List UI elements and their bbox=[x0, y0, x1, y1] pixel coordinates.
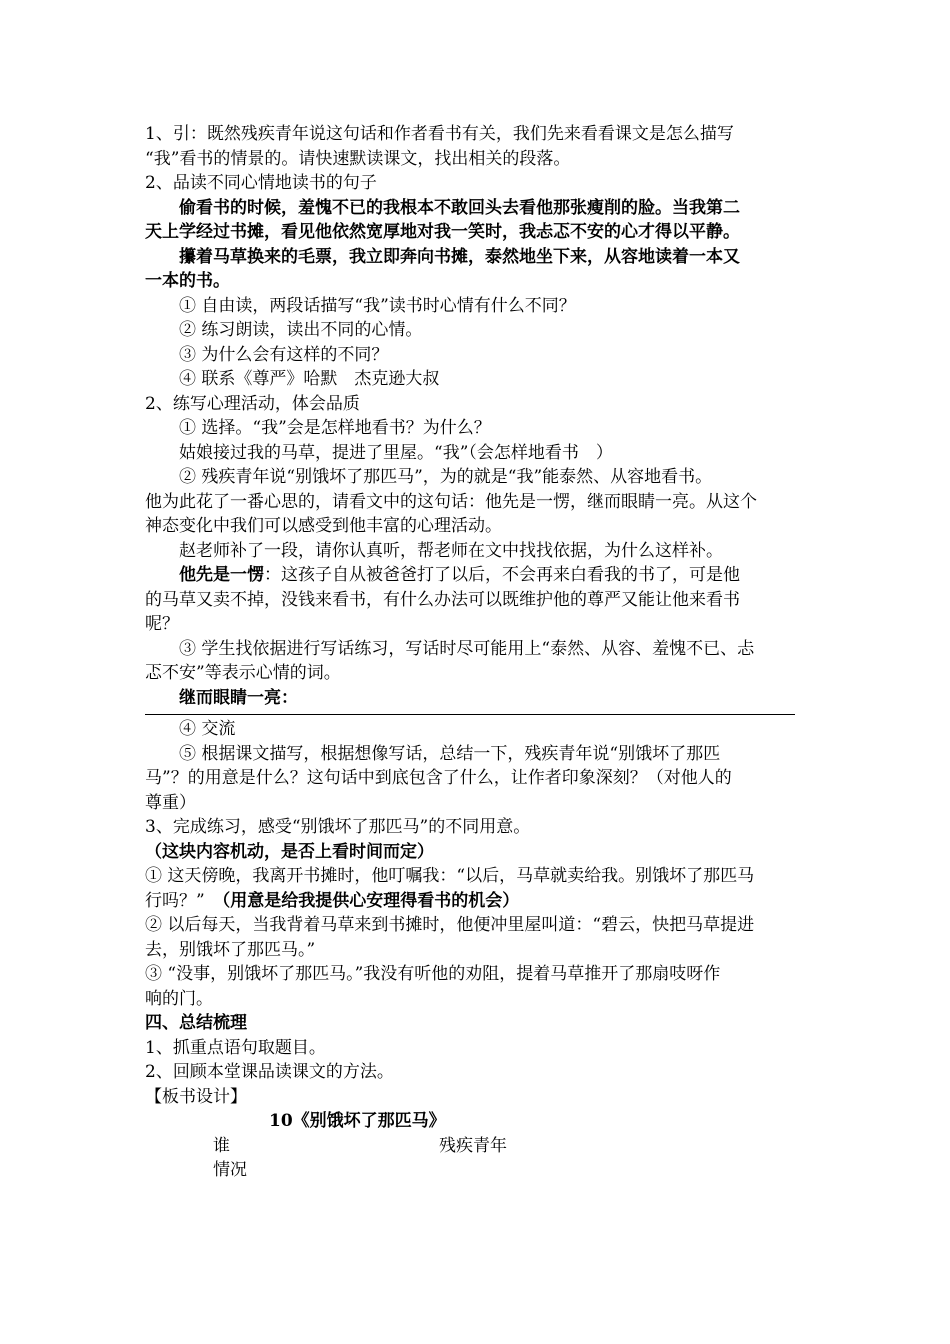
section-heading: 2、品读不同心情地读书的句子 bbox=[145, 173, 377, 193]
quote-line: 攥着马草换来的毛票，我立即奔向书摊，泰然地坐下来，从容地读着一本又 bbox=[179, 246, 740, 267]
text-line: 姑娘接过我的马草，提进了里屋。“我”（会怎样地看书 ） bbox=[179, 442, 613, 463]
list-item: ④ 联系《尊严》哈默 杰克逊大叔 bbox=[179, 369, 440, 389]
list-item: 1、抓重点语句取题目。 bbox=[145, 1037, 326, 1058]
list-item: ① 自由读，两段话描写“我”读书时心情有什么不同？ bbox=[179, 295, 576, 316]
list-item: ⑤ 根据课文描写，根据想像写话，总结一下，残疾青年说“别饿坏了那匹 bbox=[179, 743, 721, 764]
text-line: 1、引：既然残疾青年说这句话和作者看书有关，我们先来看看课文是怎么描写 bbox=[145, 124, 734, 144]
text-line bbox=[145, 889, 807, 914]
list-item: ④ 交流 bbox=[179, 719, 236, 739]
list-item: ③ “没事，别饿坏了那匹马。”我没有听他的劝阻，提着马草推开了那扇吱呀作 bbox=[145, 964, 721, 984]
section-heading: 【板书设计】 bbox=[145, 1086, 247, 1107]
text-line: 神态变化中我们可以感受到他丰富的心理活动。 bbox=[145, 516, 502, 536]
board-row bbox=[145, 1134, 807, 1159]
note-line: （这块内容机动，是否上看时间而定） bbox=[145, 841, 434, 862]
list-item: ① 选择。“我”会是怎样地看书？为什么？ bbox=[179, 418, 491, 438]
list-item: ② 残疾青年说“别饿坏了那匹马”，为的就是“我”能泰然、从容地看书。 bbox=[179, 467, 713, 487]
quote-line: 一本的书。 bbox=[145, 271, 230, 291]
board-row bbox=[145, 1158, 807, 1183]
text-span: 行吗？” bbox=[145, 890, 222, 911]
text-line: 尊重） bbox=[145, 792, 196, 813]
list-item: ③ 学生找依据进行写话练习，写话时尽可能用上“泰然、从容、羞愧不已、忐 bbox=[179, 638, 755, 659]
text-line: “我”看书的情景的。请快速默读课文，找出相关的段落。 bbox=[145, 148, 571, 169]
text-line: 的马草又卖不掉，没钱来看书，有什么办法可以既维护他的尊严又能让他来看书 bbox=[145, 589, 740, 610]
board-value: 残疾青年 bbox=[439, 1135, 507, 1156]
board-label: 情况 bbox=[213, 1160, 247, 1180]
bold-phrase: 继而眼睛一亮： bbox=[179, 687, 298, 708]
list-item: ③ 为什么会有这样的不同？ bbox=[179, 344, 389, 365]
bold-phrase: 他先是一愣 bbox=[179, 565, 264, 585]
list-item: ① 这天傍晚，我离开书摊时，他叮嘱我：“以后，马草就卖给我。别饿坏了那匹马 bbox=[145, 866, 755, 886]
lesson-plan-body bbox=[145, 122, 807, 1183]
text-span: ：这孩子自从被爸爸打了以后，不会再来白看我的书了，可是他 bbox=[264, 565, 740, 585]
list-item: 2、回顾本堂课品读课文的方法。 bbox=[145, 1062, 394, 1082]
board-title: 10《别饿坏了那匹马》 bbox=[269, 1111, 446, 1131]
quote-line: 偷看书的时候，羞愧不已的我根本不敢回头去看他那张瘦削的脸。当我第二 bbox=[179, 197, 740, 218]
list-item: ② 练习朗读，读出不同的心情。 bbox=[179, 320, 423, 340]
text-line: 忑不安”等表示心情的词。 bbox=[145, 663, 341, 683]
quote-line: 天上学经过书摊，看见他依然宽厚地对我一笑时，我忐忑不安的心才得以平静。 bbox=[145, 222, 740, 242]
section-heading: 2、练写心理活动，体会品质 bbox=[145, 393, 360, 414]
text-line: 他为此花了一番心思的，请看文中的这句话：他先是一愣，继而眼睛一亮。从这个 bbox=[145, 491, 757, 512]
section-heading: 四、总结梳理 bbox=[145, 1013, 247, 1033]
text-line: 呢？ bbox=[145, 614, 179, 634]
bold-phrase: （用意是给我提供心安理得看书的机会） bbox=[221, 890, 520, 911]
text-line: 响的门。 bbox=[145, 988, 213, 1009]
writing-rule-line bbox=[145, 714, 795, 715]
board-label: 谁 bbox=[213, 1135, 230, 1156]
section-heading: 3、完成练习，感受“别饿坏了那匹马”的不同用意。 bbox=[145, 817, 531, 837]
list-item: ② 以后每天，当我背着马草来到书摊时，他便冲里屋叫道：“碧云，快把马草提进 bbox=[145, 915, 755, 935]
text-line: 马”？的用意是什么？这句话中到底包含了什么，让作者印象深刻？（对他人的 bbox=[145, 768, 732, 788]
text-line: 去，别饿坏了那匹马。” bbox=[145, 939, 316, 960]
text-line bbox=[145, 563, 807, 588]
text-line: 赵老师补了一段，请你认真听，帮老师在文中找找依据，为什么这样补。 bbox=[179, 540, 723, 561]
